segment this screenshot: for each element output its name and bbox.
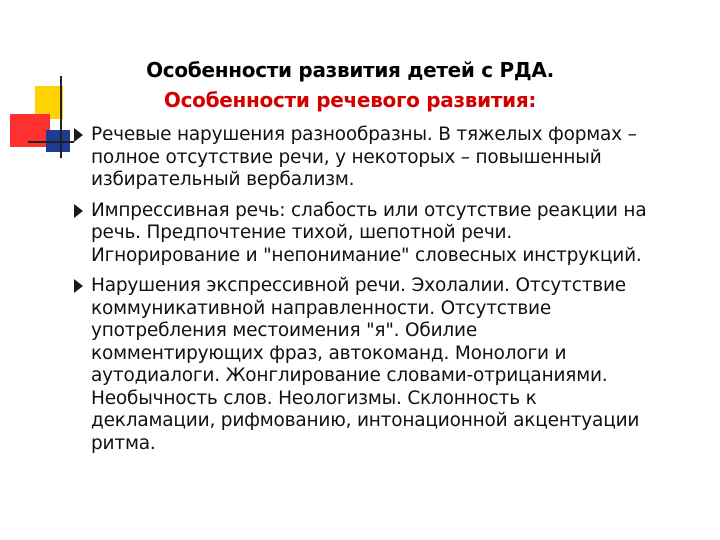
horizontal-rule xyxy=(28,141,74,143)
bullet-text: Речевые нарушения разнообразны. В тяжелых формах – полное отсутствие речи, у некоторых – повышенный избирательный вербализм. xyxy=(91,124,637,190)
bullet-item xyxy=(72,200,652,268)
bullet-text: Нарушения экспрессивной речи. Эхолалии. Отсутствие коммуникативной направленности. Отсутствие употребления местоимения "я". Обилие комментирующих фраз, автокоманд. Монологи и аутодиалоги. Жонглирование словами-отрицаниями. Необычность слов. Неологизмы. Склонность к декламации, рифмованию, интонационной акцентуации ритма. xyxy=(91,275,640,454)
triangle-bullet-icon xyxy=(74,279,83,293)
slide-subtitle: Особенности речевого развития: xyxy=(163,88,537,112)
triangle-bullet-icon xyxy=(74,128,83,142)
bullet-item xyxy=(72,275,652,455)
bullet-item xyxy=(72,124,652,192)
slide-title: Особенности развития детей с РДА. xyxy=(146,58,554,82)
bullet-text: Импрессивная речь: слабость или отсутствие реакции на речь. Предпочтение тихой, шепотной речи. Игнорирование и "непонимание" словесных инструкций. xyxy=(91,199,647,266)
triangle-bullet-icon xyxy=(74,204,83,218)
vertical-rule xyxy=(60,76,62,158)
bullet-list xyxy=(72,124,652,463)
